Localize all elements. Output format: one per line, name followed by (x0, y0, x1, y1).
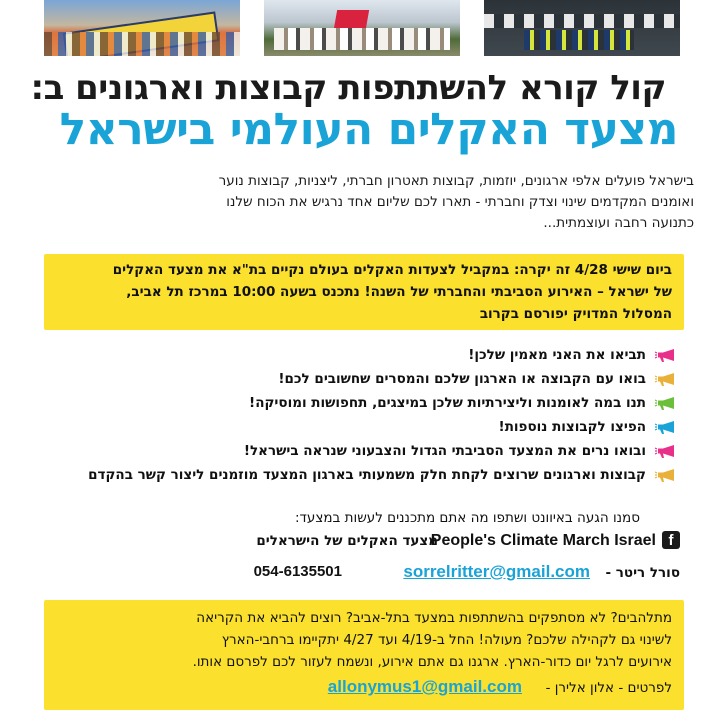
facebook-icon: f (662, 531, 680, 549)
announcement-line: המסלול המדויק יפורסם בקרוב (479, 306, 672, 322)
contact-phone: 054-6135501 (253, 563, 342, 580)
announcement-box (44, 254, 684, 330)
megaphone-icon (654, 467, 676, 483)
megaphone-icon (654, 443, 676, 459)
footer-email-link[interactable]: allonymus1@gmail.com (327, 677, 522, 696)
footer-line: לשינוי גם לקהילה שלכם? מעולה! החל ב-4/19 ועד 4/27 יתקיימו ברחבי-הארץ (221, 632, 672, 648)
photo-march-crowd (44, 0, 240, 56)
announcement-line: ביום שישי 4/28 זה יקרה: במקביל לצעדות האקלים בעולם נקיים בת"א את מצעד האקלים (112, 262, 672, 278)
facebook-page-name-en[interactable]: People's Climate March Israel (430, 532, 656, 549)
megaphone-icon (654, 395, 676, 411)
header-photo-strip (0, 0, 724, 56)
list-item-text: תנו במה לאומנות וליצירתיות שלכן במיצגים, תחפושות ומוסיקה! (249, 395, 646, 411)
list-item-text: בואו עם הקבוצה או הארגון שלכם והמסרים שחשובים לכם! (278, 371, 646, 387)
list-item (36, 464, 676, 488)
list-item (36, 344, 676, 368)
list-item (36, 392, 676, 416)
list-item-text: תביאו את האני מאמין שלכן! (468, 347, 646, 363)
announcement-line: של ישראל – האירוע הסביבתי והחברתי של השנה! נתכנס בשעה 10:00 במרכז תל אביב, (126, 284, 672, 300)
footer-box (44, 600, 684, 710)
list-item-text: ובואו נרים את המצעד הסביבתי הגדול והצבעוני שנראה בישראל! (243, 443, 646, 459)
megaphone-icon (654, 347, 676, 363)
call-to-action-list (36, 344, 676, 488)
list-item-text: הפיצו לקבוצות נוספות! (498, 419, 646, 435)
title-call: קול קורא להשתתפות קבוצות וארגונים ב: (30, 68, 666, 108)
list-item (36, 440, 676, 464)
list-item (36, 416, 676, 440)
title-event: מצעד האקלים העולמי בישראל (59, 104, 678, 155)
list-item-text: קבוצות וארגונים שרוצים לקחת חלק משמעותי בארגון המצעד מוזמנים ליצור קשר בהקדם (88, 467, 646, 483)
footer-contact-label: לפרטים - אלון אלירן - (545, 680, 672, 696)
megaphone-icon (654, 419, 676, 435)
intro-line: בישראל פועלים אלפי ארגונים, יוזמות, קבוצות תאטרון חברתי, ליצניות, קבוצות נוער (218, 173, 694, 189)
list-item (36, 368, 676, 392)
footer-line: מתלהבים? לא מסתפקים בהשתתפות במצעד בתל-אביב? רוצים להביא את הקריאה (196, 610, 672, 626)
intro-line: כתנועה רחבה ועוצמתית... (543, 215, 694, 231)
facebook-page-name-he: מצעד האקלים של הישראלים (256, 533, 438, 549)
event-instruction: סמנו הגעה באיוונט ושתפו מה אתם מתכננים לעשות במצעד: (295, 510, 640, 526)
photo-street-march (484, 0, 680, 56)
contact-email-link[interactable]: sorrelritter@gmail.com (403, 562, 590, 581)
intro-paragraph (24, 171, 694, 234)
megaphone-icon (654, 371, 676, 387)
photo-costume-march (264, 0, 460, 56)
footer-line: אירועים לרגל יום כדור-הארץ. ארגנו גם אתם אירוע, ונשמח לעזור לכם לפרסם אותו. (192, 654, 672, 670)
intro-line: ואומנים המקדמים שינוי וצדק וחברתי - תארו לכם שליום אחד נרגיש את הכוח שלנו (226, 194, 694, 210)
contact-name: סורל ריטר - (605, 565, 680, 581)
